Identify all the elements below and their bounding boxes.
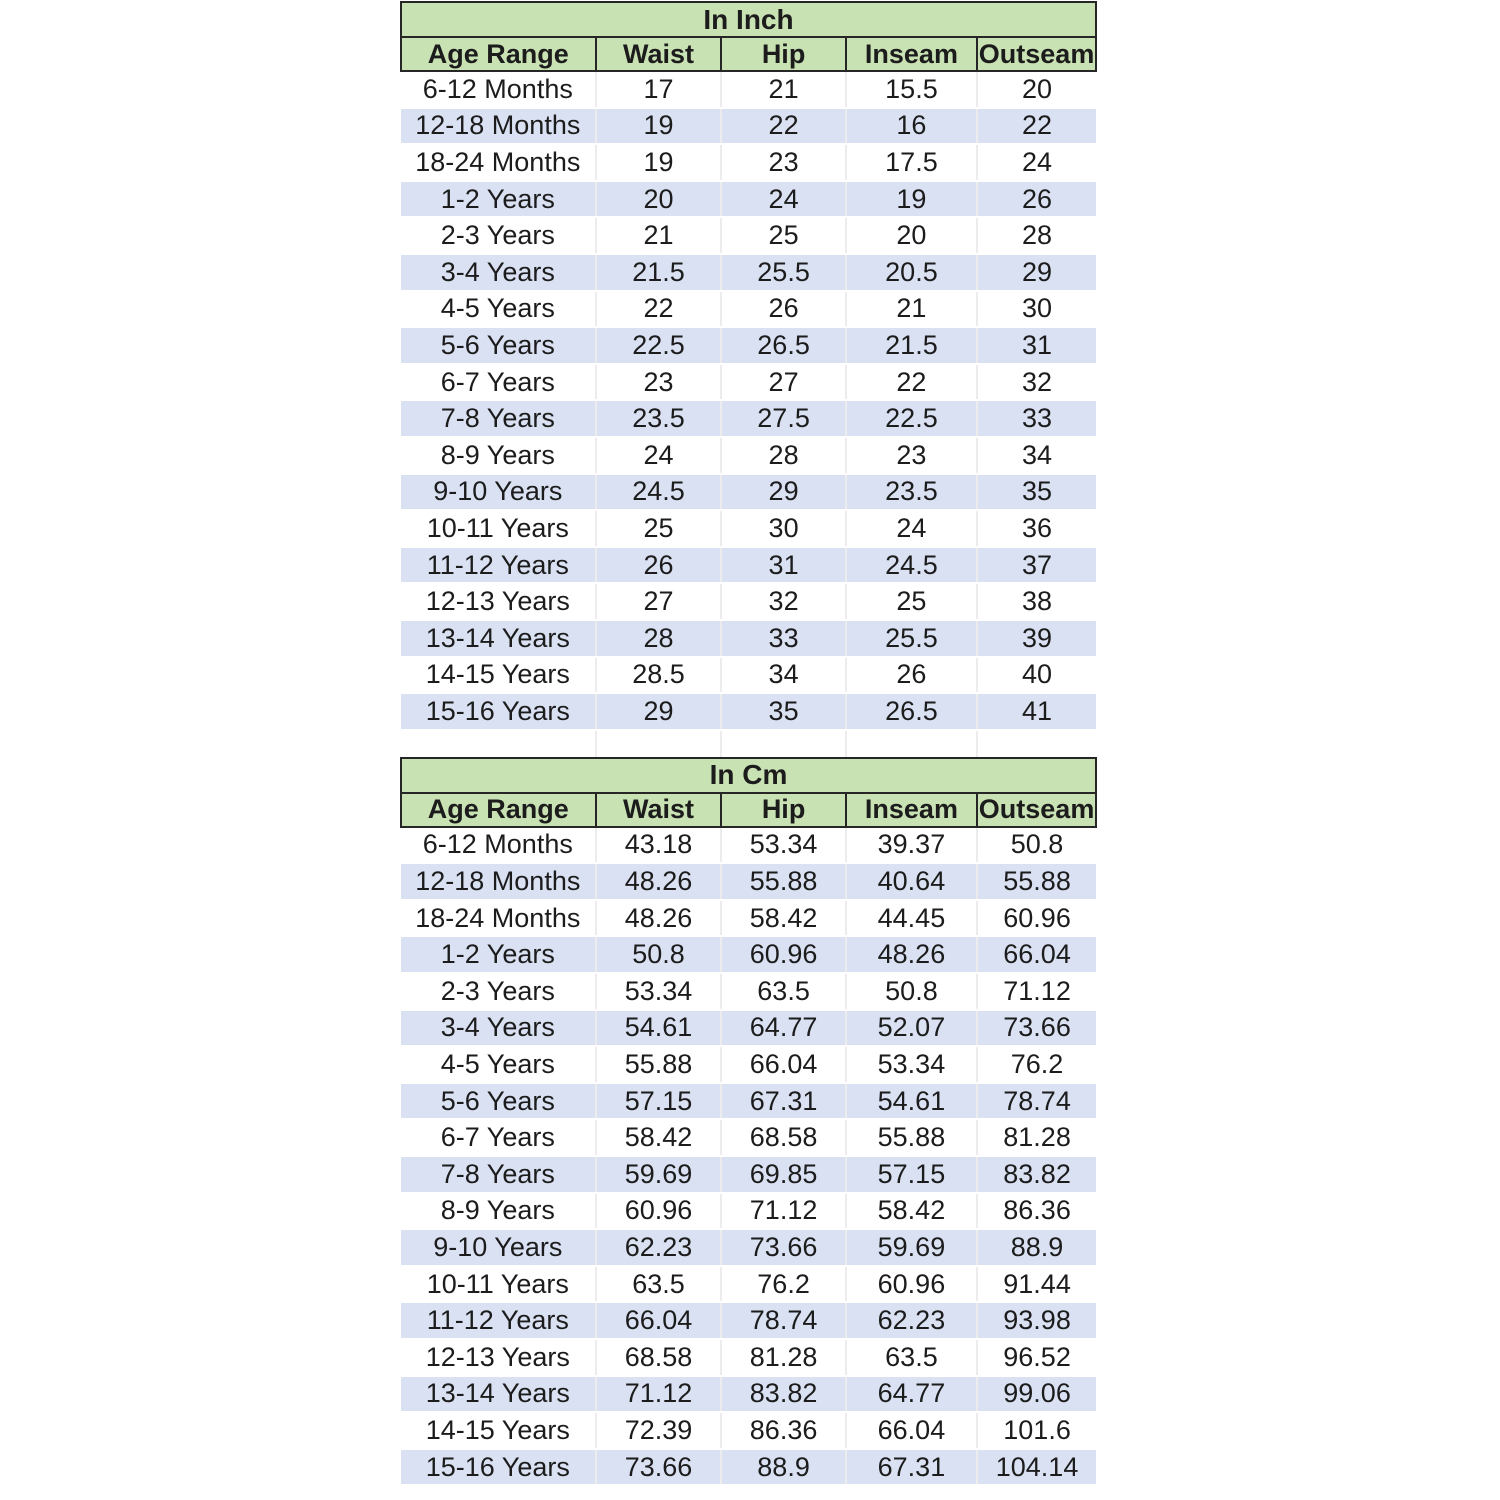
measurement-cell: 62.23 (846, 1302, 977, 1339)
measurement-cell: 27.5 (721, 400, 845, 437)
table-row (401, 657, 1096, 694)
column-header-waist: Waist (596, 793, 722, 827)
measurement-cell: 35 (721, 693, 845, 730)
measurement-cell: 21.5 (596, 254, 722, 291)
measurement-cell: 104.14 (977, 1449, 1096, 1486)
measurement-cell: 31 (977, 327, 1096, 364)
table-row (401, 291, 1096, 328)
spacer-cell (846, 730, 977, 757)
age-range-cell: 1-2 Years (401, 181, 596, 218)
age-range-cell: 7-8 Years (401, 1156, 596, 1193)
table-row (401, 1193, 1096, 1230)
table-title-cm: In Cm (401, 758, 1096, 793)
measurement-cell: 26 (721, 291, 845, 328)
table-row (401, 1412, 1096, 1449)
table-row (401, 1302, 1096, 1339)
measurement-cell: 22 (721, 108, 845, 145)
measurement-cell: 48.26 (596, 863, 722, 900)
measurement-cell: 86.36 (721, 1412, 845, 1449)
size-table-cm (400, 757, 1097, 1487)
age-range-cell: 12-18 Months (401, 108, 596, 145)
measurement-cell: 88.9 (721, 1449, 845, 1486)
measurement-cell: 72.39 (596, 1412, 722, 1449)
measurement-cell: 67.31 (846, 1449, 977, 1486)
measurement-cell: 38 (977, 583, 1096, 620)
measurement-cell: 19 (846, 181, 977, 218)
column-header-age-range: Age Range (401, 793, 596, 827)
measurement-cell: 26 (977, 181, 1096, 218)
age-range-cell: 5-6 Years (401, 327, 596, 364)
measurement-cell: 52.07 (846, 1010, 977, 1047)
measurement-cell: 25 (846, 583, 977, 620)
table-body-inch (401, 71, 1096, 757)
age-range-cell: 10-11 Years (401, 1266, 596, 1303)
measurement-cell: 58.42 (846, 1193, 977, 1230)
measurement-cell: 40.64 (846, 863, 977, 900)
measurement-cell: 16 (846, 108, 977, 145)
age-range-cell: 18-24 Months (401, 144, 596, 181)
measurement-cell: 32 (977, 364, 1096, 401)
measurement-cell: 57.15 (596, 1083, 722, 1120)
measurement-cell: 23.5 (846, 474, 977, 511)
table-row (401, 1119, 1096, 1156)
table-row (401, 1156, 1096, 1193)
measurement-cell: 20 (846, 217, 977, 254)
table-row (401, 181, 1096, 218)
measurement-cell: 29 (721, 474, 845, 511)
column-header-age-range: Age Range (401, 37, 596, 71)
measurement-cell: 54.61 (846, 1083, 977, 1120)
measurement-cell: 78.74 (721, 1302, 845, 1339)
measurement-cell: 50.8 (846, 973, 977, 1010)
measurement-cell: 73.66 (721, 1229, 845, 1266)
measurement-cell: 58.42 (596, 1119, 722, 1156)
measurement-cell: 60.96 (977, 900, 1096, 937)
measurement-cell: 32 (721, 583, 845, 620)
measurement-cell: 44.45 (846, 900, 977, 937)
measurement-cell: 39.37 (846, 827, 977, 864)
table-row (401, 547, 1096, 584)
measurement-cell: 28 (977, 217, 1096, 254)
table-row (401, 254, 1096, 291)
measurement-cell: 73.66 (596, 1449, 722, 1486)
measurement-cell: 91.44 (977, 1266, 1096, 1303)
table-row (401, 474, 1096, 511)
measurement-cell: 69.85 (721, 1156, 845, 1193)
table-row (401, 827, 1096, 864)
age-range-cell: 3-4 Years (401, 254, 596, 291)
measurement-cell: 17.5 (846, 144, 977, 181)
age-range-cell: 9-10 Years (401, 1229, 596, 1266)
measurement-cell: 83.82 (977, 1156, 1096, 1193)
table-row (401, 1083, 1096, 1120)
measurement-cell: 68.58 (721, 1119, 845, 1156)
measurement-cell: 28.5 (596, 657, 722, 694)
measurement-cell: 22.5 (846, 400, 977, 437)
measurement-cell: 50.8 (596, 936, 722, 973)
measurement-cell: 33 (977, 400, 1096, 437)
measurement-cell: 24 (977, 144, 1096, 181)
measurement-cell: 20 (977, 71, 1096, 108)
column-header-inseam: Inseam (846, 37, 977, 71)
measurement-cell: 27 (596, 583, 722, 620)
measurement-cell: 71.12 (596, 1376, 722, 1413)
measurement-cell: 22.5 (596, 327, 722, 364)
age-range-cell: 4-5 Years (401, 1046, 596, 1083)
measurement-cell: 34 (721, 657, 845, 694)
measurement-cell: 24 (721, 181, 845, 218)
measurement-cell: 55.88 (846, 1119, 977, 1156)
measurement-cell: 81.28 (721, 1339, 845, 1376)
measurement-cell: 37 (977, 547, 1096, 584)
table-row (401, 936, 1096, 973)
column-header-outseam: Outseam (977, 37, 1096, 71)
age-range-cell: 5-6 Years (401, 1083, 596, 1120)
measurement-cell: 64.77 (846, 1376, 977, 1413)
age-range-cell: 7-8 Years (401, 400, 596, 437)
table-header-row (401, 793, 1096, 827)
age-range-cell: 2-3 Years (401, 973, 596, 1010)
measurement-cell: 54.61 (596, 1010, 722, 1047)
measurement-cell: 40 (977, 657, 1096, 694)
table-row (401, 1046, 1096, 1083)
measurement-cell: 35 (977, 474, 1096, 511)
measurement-cell: 83.82 (721, 1376, 845, 1413)
measurement-cell: 21 (721, 71, 845, 108)
table-row (401, 583, 1096, 620)
measurement-cell: 81.28 (977, 1119, 1096, 1156)
measurement-cell: 25 (596, 510, 722, 547)
table-row (401, 71, 1096, 108)
age-range-cell: 12-13 Years (401, 1339, 596, 1376)
age-range-cell: 13-14 Years (401, 620, 596, 657)
measurement-cell: 17 (596, 71, 722, 108)
measurement-cell: 26.5 (846, 693, 977, 730)
measurement-cell: 19 (596, 108, 722, 145)
measurement-cell: 33 (721, 620, 845, 657)
age-range-cell: 14-15 Years (401, 1412, 596, 1449)
age-range-cell: 11-12 Years (401, 547, 596, 584)
measurement-cell: 63.5 (596, 1266, 722, 1303)
measurement-cell: 24.5 (596, 474, 722, 511)
age-range-cell: 10-11 Years (401, 510, 596, 547)
measurement-cell: 25.5 (721, 254, 845, 291)
measurement-cell: 57.15 (846, 1156, 977, 1193)
measurement-cell: 66.04 (721, 1046, 845, 1083)
measurement-cell: 28 (721, 437, 845, 474)
measurement-cell: 30 (977, 291, 1096, 328)
measurement-cell: 41 (977, 693, 1096, 730)
measurement-cell: 22 (977, 108, 1096, 145)
measurement-cell: 23 (721, 144, 845, 181)
measurement-cell: 88.9 (977, 1229, 1096, 1266)
measurement-cell: 101.6 (977, 1412, 1096, 1449)
table-row (401, 327, 1096, 364)
column-header-hip: Hip (721, 37, 845, 71)
measurement-cell: 96.52 (977, 1339, 1096, 1376)
measurement-cell: 26.5 (721, 327, 845, 364)
size-table-inch (400, 1, 1097, 757)
measurement-cell: 68.58 (596, 1339, 722, 1376)
measurement-cell: 59.69 (596, 1156, 722, 1193)
measurement-cell: 26 (846, 657, 977, 694)
age-range-cell: 12-18 Months (401, 863, 596, 900)
column-header-hip: Hip (721, 793, 845, 827)
age-range-cell: 15-16 Years (401, 1449, 596, 1486)
measurement-cell: 31 (721, 547, 845, 584)
spacer-cell (596, 730, 722, 757)
measurement-cell: 67.31 (721, 1083, 845, 1120)
spacer-cell (721, 730, 845, 757)
measurement-cell: 60.96 (721, 936, 845, 973)
age-range-cell: 9-10 Years (401, 474, 596, 511)
age-range-cell: 1-2 Years (401, 936, 596, 973)
spacer-cell (401, 730, 596, 757)
measurement-cell: 53.34 (721, 827, 845, 864)
age-range-cell: 6-12 Months (401, 71, 596, 108)
measurement-cell: 23.5 (596, 400, 722, 437)
measurement-cell: 66.04 (596, 1302, 722, 1339)
table-row (401, 1449, 1096, 1486)
measurement-cell: 60.96 (846, 1266, 977, 1303)
column-header-inseam: Inseam (846, 793, 977, 827)
measurement-cell: 15.5 (846, 71, 977, 108)
measurement-cell: 29 (977, 254, 1096, 291)
measurement-cell: 55.88 (596, 1046, 722, 1083)
age-range-cell: 13-14 Years (401, 1376, 596, 1413)
age-range-cell: 18-24 Months (401, 900, 596, 937)
measurement-cell: 20 (596, 181, 722, 218)
measurement-cell: 23 (596, 364, 722, 401)
measurement-cell: 21.5 (846, 327, 977, 364)
table-body-cm (401, 827, 1096, 1486)
table-row (401, 1339, 1096, 1376)
measurement-cell: 24 (596, 437, 722, 474)
table-row (401, 1266, 1096, 1303)
measurement-cell: 27 (721, 364, 845, 401)
measurement-cell: 58.42 (721, 900, 845, 937)
table-row (401, 973, 1096, 1010)
measurement-cell: 29 (596, 693, 722, 730)
table-title-inch: In Inch (401, 2, 1096, 37)
table-row (401, 900, 1096, 937)
measurement-cell: 78.74 (977, 1083, 1096, 1120)
age-range-cell: 8-9 Years (401, 437, 596, 474)
table-row (401, 437, 1096, 474)
table-row (401, 693, 1096, 730)
measurement-cell: 86.36 (977, 1193, 1096, 1230)
age-range-cell: 3-4 Years (401, 1010, 596, 1047)
measurement-cell: 53.34 (596, 973, 722, 1010)
measurement-cell: 66.04 (977, 936, 1096, 973)
measurement-cell: 30 (721, 510, 845, 547)
spacer-row (401, 730, 1096, 757)
measurement-cell: 60.96 (596, 1193, 722, 1230)
measurement-cell: 22 (596, 291, 722, 328)
measurement-cell: 48.26 (596, 900, 722, 937)
measurement-cell: 25.5 (846, 620, 977, 657)
measurement-cell: 62.23 (596, 1229, 722, 1266)
age-range-cell: 8-9 Years (401, 1193, 596, 1230)
age-range-cell: 2-3 Years (401, 217, 596, 254)
age-range-cell: 14-15 Years (401, 657, 596, 694)
age-range-cell: 11-12 Years (401, 1302, 596, 1339)
measurement-cell: 93.98 (977, 1302, 1096, 1339)
age-range-cell: 4-5 Years (401, 291, 596, 328)
measurement-cell: 24 (846, 510, 977, 547)
age-range-cell: 6-7 Years (401, 364, 596, 401)
age-range-cell: 12-13 Years (401, 583, 596, 620)
measurement-cell: 43.18 (596, 827, 722, 864)
measurement-cell: 25 (721, 217, 845, 254)
table-row (401, 1010, 1096, 1047)
measurement-cell: 71.12 (977, 973, 1096, 1010)
table-row (401, 217, 1096, 254)
table-row (401, 1229, 1096, 1266)
measurement-cell: 24.5 (846, 547, 977, 584)
measurement-cell: 66.04 (846, 1412, 977, 1449)
measurement-cell: 48.26 (846, 936, 977, 973)
measurement-cell: 28 (596, 620, 722, 657)
measurement-cell: 23 (846, 437, 977, 474)
table-row (401, 400, 1096, 437)
measurement-cell: 99.06 (977, 1376, 1096, 1413)
measurement-cell: 50.8 (977, 827, 1096, 864)
age-range-cell: 6-12 Months (401, 827, 596, 864)
measurement-cell: 63.5 (721, 973, 845, 1010)
age-range-cell: 6-7 Years (401, 1119, 596, 1156)
measurement-cell: 76.2 (721, 1266, 845, 1303)
measurement-cell: 22 (846, 364, 977, 401)
measurement-cell: 39 (977, 620, 1096, 657)
table-title-row (401, 2, 1096, 37)
measurement-cell: 21 (596, 217, 722, 254)
size-chart (400, 1, 1097, 1486)
measurement-cell: 34 (977, 437, 1096, 474)
table-title-row (401, 758, 1096, 793)
measurement-cell: 59.69 (846, 1229, 977, 1266)
spacer-cell (977, 730, 1096, 757)
table-row (401, 144, 1096, 181)
measurement-cell: 63.5 (846, 1339, 977, 1376)
column-header-outseam: Outseam (977, 793, 1096, 827)
measurement-cell: 76.2 (977, 1046, 1096, 1083)
measurement-cell: 20.5 (846, 254, 977, 291)
age-range-cell: 15-16 Years (401, 693, 596, 730)
table-row (401, 108, 1096, 145)
table-row (401, 863, 1096, 900)
measurement-cell: 55.88 (721, 863, 845, 900)
measurement-cell: 55.88 (977, 863, 1096, 900)
column-header-waist: Waist (596, 37, 722, 71)
table-row (401, 510, 1096, 547)
measurement-cell: 71.12 (721, 1193, 845, 1230)
measurement-cell: 53.34 (846, 1046, 977, 1083)
table-row (401, 364, 1096, 401)
measurement-cell: 21 (846, 291, 977, 328)
measurement-cell: 64.77 (721, 1010, 845, 1047)
table-row (401, 620, 1096, 657)
measurement-cell: 26 (596, 547, 722, 584)
table-row (401, 1376, 1096, 1413)
measurement-cell: 36 (977, 510, 1096, 547)
measurement-cell: 73.66 (977, 1010, 1096, 1047)
table-header-row (401, 37, 1096, 71)
measurement-cell: 19 (596, 144, 722, 181)
